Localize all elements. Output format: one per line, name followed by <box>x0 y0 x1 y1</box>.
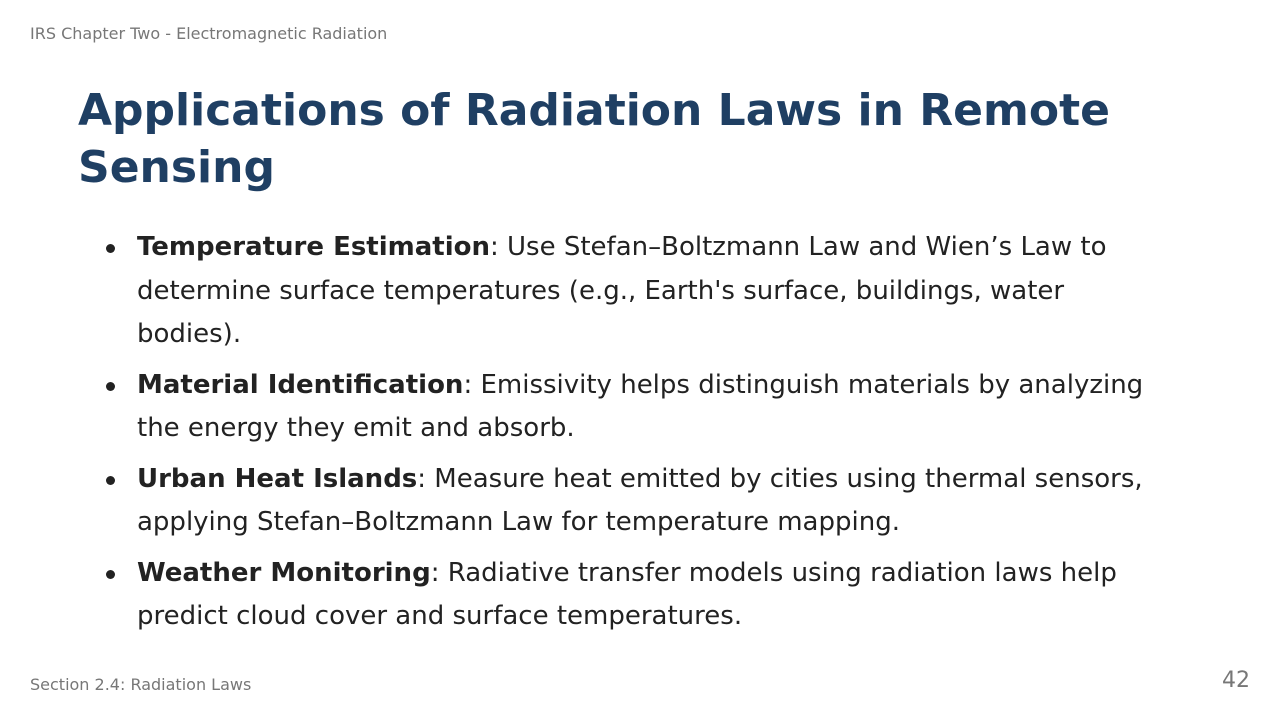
bullet-text: : Use Stefan–Boltzmann Law and Wien’s Law to determine surface temperatures (e.g., Earth's surface, buildings, water bodies). <box>137 232 1107 349</box>
bullet-term: Urban Heat Islands <box>137 463 418 494</box>
bullet-text: : Radiative transfer models using radiation laws help predict cloud cover and surface temperatures. <box>137 557 1117 631</box>
bullet-item-material-identification <box>106 364 1176 451</box>
bullet-item-urban-heat-islands <box>106 458 1176 545</box>
bullet-list <box>106 226 1176 646</box>
bullet-text: : Emissivity helps distinguish materials by analyzing the energy they emit and absorb. <box>137 369 1144 443</box>
bullet-text: : Measure heat emitted by cities using thermal sensors, applying Stefan–Boltzmann Law for temperature mapping. <box>137 463 1143 537</box>
slide-title: Applications of Radiation Laws in Remote Sensing <box>78 85 1110 193</box>
bullet-dot-icon <box>106 382 115 391</box>
bullet-term: Temperature Estimation <box>137 232 490 262</box>
bullet-dot-icon <box>106 570 115 579</box>
bullet-item-weather-monitoring <box>106 552 1176 639</box>
bullet-dot-icon <box>106 244 115 253</box>
bullet-dot-icon <box>106 476 115 485</box>
page-number: 42 <box>1222 668 1250 693</box>
bullet-item-temperature-estimation <box>106 226 1176 357</box>
slide-header: IRS Chapter Two - Electromagnetic Radiation <box>30 24 388 43</box>
slide-footer-section: Section 2.4: Radiation Laws <box>30 675 252 694</box>
bullet-term: Weather Monitoring <box>137 557 431 588</box>
bullet-term: Material Identification <box>137 369 464 400</box>
